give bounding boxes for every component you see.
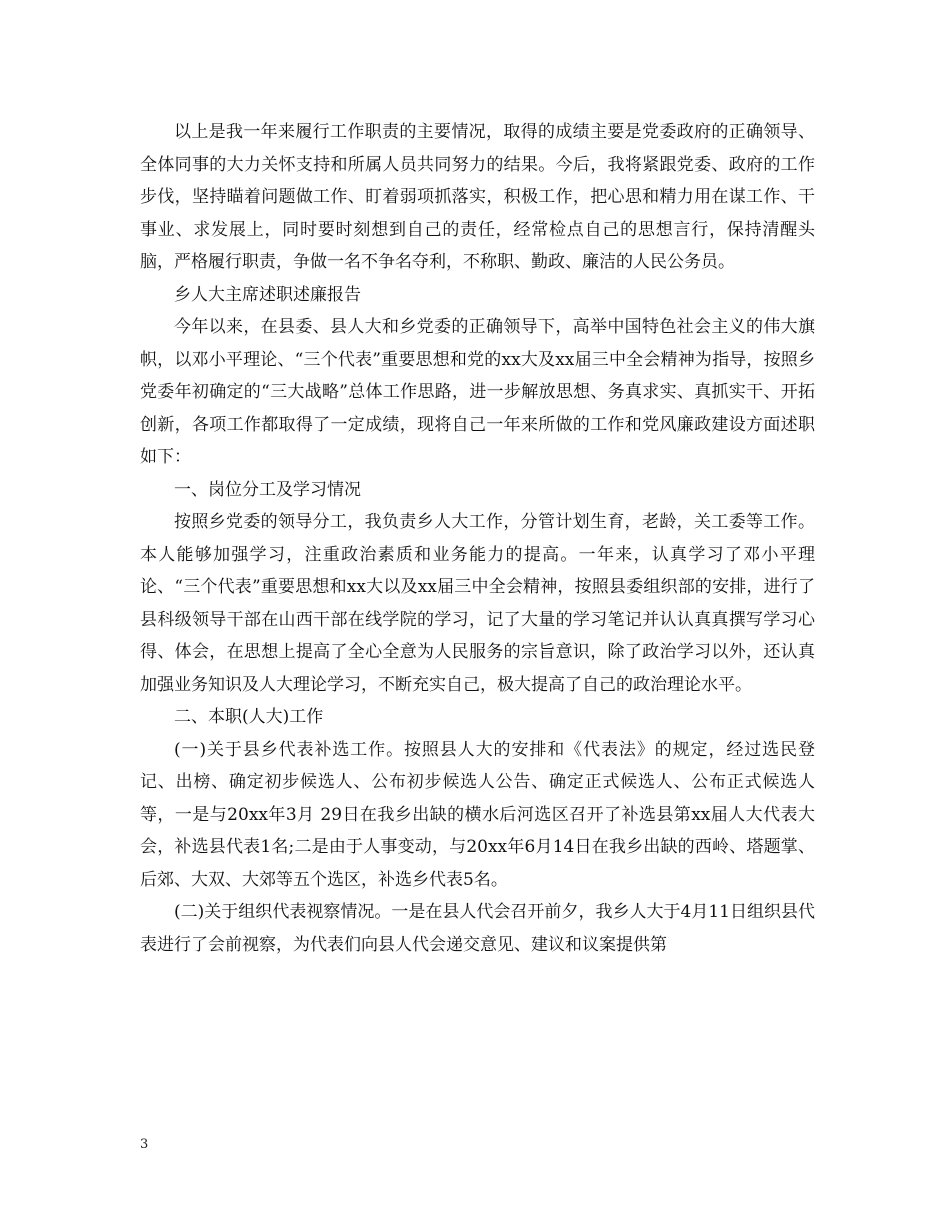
- paragraph-inspection: (二)关于组织代表视察情况。一是在县人代会召开前夕，我乡人大于4月11日组织县代表进行了会前视察，为代表们向县人代会递交意见、建议和议案提供第: [140, 902, 815, 955]
- paragraph-intro: 今年以来，在县委、县人大和乡党委的正确领导下，高举中国特色社会主义的伟大旗帜，以邓小平理论、“三个代表”重要思想和党的xx大及xx届三中全会精神为指导，按照乡党委年初确定的“三大战略”总体工作思路，进一步解放思想、务真求实、真抓实干、开拓创新，各项工作都取得了一定成绩，现将自己一年来所做的工作和党风廉政建设方面述职如下：: [140, 317, 815, 467]
- paragraph-study: 按照乡党委的领导分工，我负责乡人大工作，分管计划生育，老龄，关工委等工作。本人能够加强学习，注重政治素质和业务能力的提高。一年来，认真学习了邓小平理论、“三个代表”重要思想和xx大以及xx届三中全会精神，按照县委组织部的安排，进行了县科级领导干部在山西干部在线学院的学习，记了大量的学习笔记并认认真真撰写学习心得、体会，在思想上提高了全心全意为人民服务的宗旨意识，除了政治学习以外，还认真加强业务知识及人大理论学习，不断充实自己，极大提高了自己的政治理论水平。: [140, 512, 815, 695]
- report-title: 乡人大主席述职述廉报告: [174, 284, 361, 305]
- document-body: [140, 116, 815, 961]
- paragraph-summary: 以上是我一年来履行工作职责的主要情况，取得的成绩主要是党委政府的正确领导、全体同事的大力关怀支持和所属人员共同努力的结果。今后，我将紧跟党委、政府的工作步伐，坚持瞄着问题做工作、盯着弱项抓落实，积极工作，把心思和精力用在谋工作、干事业、求发展上，同时要时刻想到自己的责任，经常检点自己的思想言行，保持清醒头脑，严格履行职责，争做一名不争名夺利，不称职、勤政、廉洁的人民公务员。: [140, 122, 815, 272]
- paragraph-by-election: (一)关于县乡代表补选工作。按照县人大的安排和《代表法》的规定，经过选民登记、出榜、确定初步候选人、公布初步候选人公告、确定正式候选人、公布正式候选人等，一是与20xx年3月 29日在我乡出缺的横水后河选区召开了补选县第xx届人大代表大会，补选县代表1名;二是由于人事变动，与20xx年6月14日在我乡出缺的西岭、塔题掌、后郊、大双、大郊等五个选区，补选乡代表5名。: [140, 739, 815, 890]
- page-number: 3: [140, 1137, 149, 1152]
- section-heading-1: 一、岗位分工及学习情况: [174, 479, 361, 500]
- section-heading-2: 二、本职(人大)工作: [174, 707, 324, 727]
